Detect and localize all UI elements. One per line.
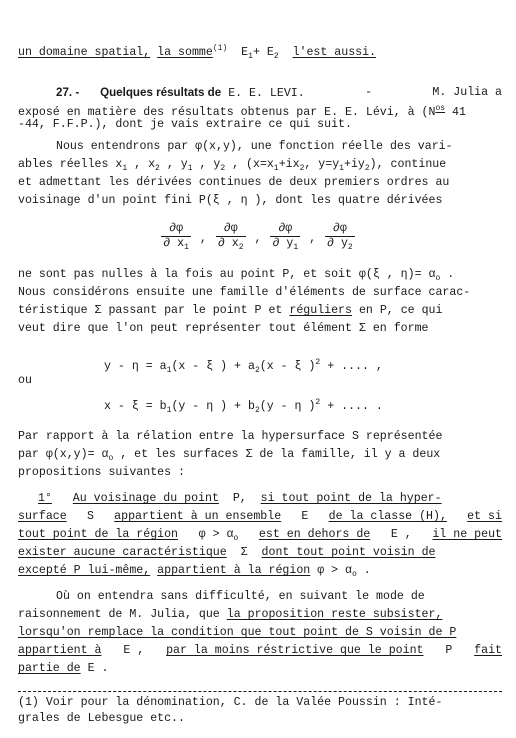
text-fragment: E bbox=[241, 46, 249, 59]
superscript: os bbox=[435, 104, 446, 113]
text-fragment: +ix bbox=[278, 158, 300, 171]
text-fragment: (x - ξ ) + a bbox=[171, 360, 255, 373]
text-fragment: (x - ξ ) bbox=[259, 360, 316, 373]
text-fragment: appartient à la région bbox=[157, 564, 311, 577]
text-line: -44, F.F.P.), dont je vais extraire ce qui suit. bbox=[18, 118, 352, 131]
text-fragment: 41 bbox=[445, 106, 466, 119]
text-line bbox=[18, 662, 502, 676]
text-line bbox=[18, 492, 502, 506]
text-fragment: en P, ce qui bbox=[358, 304, 443, 317]
text-fragment: exposé en matière des résultats obtenus par E. E. Lévi, à (N bbox=[18, 106, 436, 119]
equation bbox=[104, 396, 383, 418]
superscript: 2 bbox=[315, 358, 321, 367]
text-fragment: E . bbox=[87, 662, 109, 675]
text-fragment: par la moins réstrictive que le point bbox=[166, 644, 424, 657]
subscript: 1 bbox=[166, 366, 172, 375]
subscript: 1 bbox=[293, 243, 299, 252]
text-fragment: si tout point de la hyper- bbox=[260, 492, 442, 505]
text-fragment: par φ(x,y)= α bbox=[18, 448, 109, 461]
subscript: 2 bbox=[238, 243, 244, 252]
text-fragment: + .... . bbox=[320, 400, 383, 413]
text-line bbox=[18, 268, 502, 286]
separator: , bbox=[254, 232, 262, 246]
subscript: 1 bbox=[273, 164, 279, 173]
text-line bbox=[18, 528, 502, 546]
subscript: 2 bbox=[220, 164, 226, 173]
text-line: Nous considérons ensuite une famille d'éléments de surface carac- bbox=[18, 286, 471, 299]
text-line bbox=[18, 42, 502, 64]
text-fragment: appartient à un ensemble bbox=[114, 510, 282, 523]
text-fragment: , et les surfaces Σ de la famille, il y a deux bbox=[113, 448, 441, 461]
text-fragment: est en dehors de bbox=[258, 528, 371, 541]
text-fragment: l'est aussi. bbox=[292, 46, 377, 59]
text-fragment: un domaine spatial, bbox=[18, 46, 151, 59]
text-fragment: la proposition reste subsister, bbox=[226, 608, 443, 621]
text-fragment: la somme bbox=[157, 46, 213, 59]
text-line bbox=[18, 158, 502, 176]
text-fragment: exister aucune caractéristique bbox=[18, 546, 227, 559]
subscript: 1 bbox=[166, 406, 172, 415]
subscript: o bbox=[233, 534, 239, 543]
subscript: 1 bbox=[339, 164, 344, 173]
text-fragment: + E bbox=[252, 46, 274, 59]
partial-derivatives bbox=[0, 222, 516, 255]
separator: , bbox=[309, 232, 317, 246]
text-line: propositions suivantes : bbox=[18, 466, 185, 479]
text-fragment: de la classe (H), bbox=[328, 510, 447, 523]
text-fragment: réguliers bbox=[289, 304, 352, 317]
text-fragment: +iy bbox=[343, 158, 365, 171]
section-title: Quelques résultats de bbox=[100, 86, 222, 99]
text-fragment: φ > α bbox=[317, 564, 352, 577]
subscript: 1 bbox=[248, 52, 253, 61]
text-fragment: fait bbox=[474, 644, 502, 657]
text-fragment: Σ bbox=[240, 546, 248, 559]
text-line: Par rapport à la rélation entre la hypersurface S représentée bbox=[18, 430, 443, 443]
subscript: 2 bbox=[347, 243, 353, 252]
text-fragment: E , bbox=[390, 528, 412, 541]
text-fragment: tout point de la région bbox=[18, 528, 179, 541]
subscript: 2 bbox=[364, 164, 370, 173]
text-fragment: . bbox=[440, 268, 455, 281]
text-fragment: E , bbox=[123, 644, 145, 657]
text-fragment: (y - η ) + b bbox=[171, 400, 255, 413]
text-fragment: y - η = a bbox=[104, 360, 167, 373]
derivative-fraction bbox=[216, 222, 246, 255]
subscript: 2 bbox=[273, 52, 279, 61]
text-fragment: - bbox=[365, 86, 373, 99]
text-fragment: il ne peut bbox=[432, 528, 502, 541]
text-line: Nous entendrons par φ(x,y), une fonction réelle des vari- bbox=[56, 140, 453, 153]
text-line: voisinage d'un point fini P(ξ , η ), dont les quatre dérivées bbox=[18, 194, 443, 207]
subscript: 2 bbox=[254, 406, 260, 415]
text-fragment: , (x=x bbox=[232, 158, 274, 171]
numerator: ∂φ bbox=[161, 222, 191, 237]
text-fragment: . bbox=[356, 564, 371, 577]
text-fragment: appartient à bbox=[18, 644, 102, 657]
text-fragment: partie de bbox=[18, 662, 81, 675]
numerator: ∂φ bbox=[325, 222, 355, 237]
text-fragment: P, bbox=[232, 492, 247, 505]
text-fragment: , y bbox=[199, 158, 221, 171]
proposition-number: 1° bbox=[38, 492, 52, 505]
derivative-fraction bbox=[270, 222, 300, 255]
superscript: 2 bbox=[315, 398, 321, 407]
denominator: ∂ x bbox=[217, 237, 239, 250]
text-line bbox=[18, 564, 502, 582]
text-line bbox=[18, 448, 502, 466]
text-fragment: et si bbox=[467, 510, 502, 523]
footnote-mark: (1) bbox=[212, 44, 228, 53]
text-fragment: + .... , bbox=[320, 360, 383, 373]
denominator: ∂ x bbox=[163, 237, 185, 250]
text-fragment: P bbox=[445, 644, 453, 657]
text-line: et admettant les dérivées continues de deux premiers ordres au bbox=[18, 176, 450, 189]
numerator: ∂φ bbox=[270, 222, 300, 237]
text-fragment: excepté P lui-même, bbox=[18, 564, 151, 577]
text-line bbox=[18, 304, 502, 318]
text-line bbox=[18, 510, 502, 524]
text-line bbox=[18, 644, 502, 658]
text-fragment: , y=y bbox=[304, 158, 340, 171]
text-line bbox=[18, 608, 502, 622]
derivative-fraction bbox=[325, 222, 355, 255]
section-number: 27. - bbox=[56, 86, 80, 99]
text-fragment: dont tout point voisin de bbox=[261, 546, 436, 559]
separator: , bbox=[199, 232, 207, 246]
section-heading bbox=[18, 86, 502, 101]
text-fragment: Au voisinage du point bbox=[72, 492, 219, 505]
subscript: o bbox=[435, 274, 441, 283]
denominator: ∂ y bbox=[327, 237, 348, 250]
text-line: veut dire que l'on peut représenter tout élément Σ en forme bbox=[18, 322, 429, 335]
denominator: ∂ y bbox=[272, 237, 294, 250]
subscript: 2 bbox=[155, 164, 160, 173]
subscript: 1 bbox=[187, 164, 193, 173]
subscript: o bbox=[108, 454, 114, 463]
text-fragment: S bbox=[86, 510, 94, 523]
subscript: 1 bbox=[184, 243, 189, 252]
footnote-divider bbox=[18, 691, 502, 692]
text-fragment: (y - η ) bbox=[259, 400, 316, 413]
text-fragment: téristique Σ passant par le point P et bbox=[18, 304, 283, 317]
text-line: ou bbox=[18, 374, 32, 387]
text-fragment: , x bbox=[134, 158, 156, 171]
text-fragment: x - ξ = b bbox=[104, 400, 167, 413]
text-fragment: M. Julia a bbox=[432, 86, 502, 99]
text-fragment: ), continue bbox=[369, 158, 447, 171]
footnote-line: (1) Voir pour la dénomination, C. de la Valée Poussin : Inté- bbox=[18, 696, 443, 709]
text-fragment: ables réelles x bbox=[18, 158, 123, 171]
subscript: 2 bbox=[299, 164, 305, 173]
text-line: lorsqu'on remplace la condition que tout point de S voisin de P bbox=[18, 626, 457, 639]
section-author: E. E. LEVI. bbox=[228, 87, 305, 100]
derivative-fraction bbox=[161, 222, 191, 255]
footnote-line: grales de Lebesgue etc.. bbox=[18, 712, 185, 725]
text-fragment: surface bbox=[18, 510, 67, 523]
text-fragment: φ > α bbox=[198, 528, 234, 541]
subscript: 1 bbox=[122, 164, 128, 173]
text-fragment: ne sont pas nulles à la fois au point P, et soit φ(ξ , η)= α bbox=[18, 268, 436, 281]
text-line bbox=[18, 546, 502, 560]
text-fragment: raisonnement de M. Julia, que bbox=[18, 608, 220, 621]
text-line: Où on entendra sans difficulté, en suivant le mode de bbox=[56, 590, 425, 603]
subscript: o bbox=[352, 570, 357, 579]
text-fragment: , y bbox=[166, 158, 188, 171]
numerator: ∂φ bbox=[216, 222, 246, 237]
subscript: 2 bbox=[254, 366, 260, 375]
text-fragment: E bbox=[301, 510, 309, 523]
